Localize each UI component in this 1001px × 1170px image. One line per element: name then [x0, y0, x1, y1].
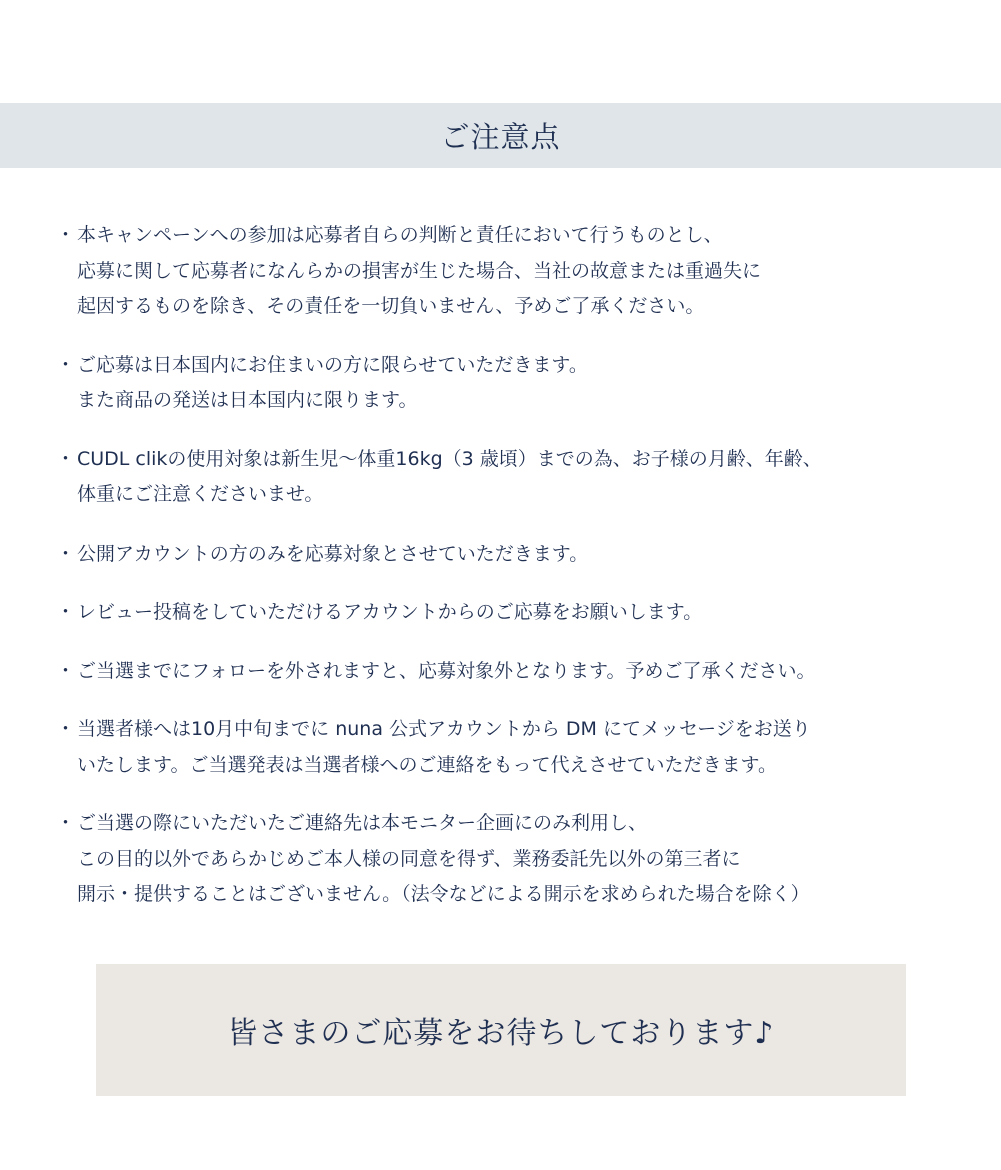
note-line: ・ 当選者様へは10月中旬までに nuna 公式アカウントから DM にてメッセージをお送り	[77, 718, 811, 740]
note-item	[58, 654, 938, 690]
note-line: ・ 公開アカウントの方のみを応募対象とさせていただきます。	[77, 542, 589, 565]
note-line: ・ ご当選までにフォローを外されますと、応募対象外となります。予めご了承ください。	[77, 659, 816, 682]
note-line: 開示・提供することはございません。（法令などによる開示を求められた場合を除く）	[77, 883, 810, 905]
note-item	[58, 442, 938, 513]
note-item	[58, 537, 938, 573]
note-line: この目的以外であらかじめご本人様の同意を得ず、業務委託先以外の第三者に	[77, 847, 741, 870]
footer-message: 皆さまのご応募をお待ちしております♪	[227, 1016, 775, 1051]
note-line: 応募に関して応募者になんらかの損害が生じた場合、当社の故意または重過失に	[77, 259, 762, 282]
note-line: また商品の発送は日本国内に限ります。	[77, 389, 418, 411]
footer-message-box	[96, 964, 906, 1096]
note-line: いたします。ご当選発表は当選者様へのご連絡をもって代えさせていただきます。	[77, 753, 777, 776]
notes-list	[58, 218, 938, 913]
note-item	[58, 712, 938, 783]
note-line: 体重にご注意くださいませ。	[77, 483, 324, 505]
note-item	[58, 348, 938, 419]
note-line: ・ レビュー投稿をしていただけるアカウントからのご応募をお願いします。	[77, 601, 703, 623]
page-title: ご注意点	[440, 120, 561, 154]
note-line: ・ ご当選の際にいただいたご連絡先は本モニター企画にのみ利用し、	[77, 812, 648, 834]
header-band	[0, 103, 1001, 168]
note-item	[58, 218, 938, 325]
note-line: ・ CUDL clikの使用対象は新生児〜体重16kg（3 歳頃）までの為、お子様の月齢、年齢、	[77, 447, 822, 470]
note-line: ・ ご応募は日本国内にお住まいの方に限らせていただきます。	[77, 353, 588, 376]
note-item	[58, 595, 938, 631]
note-item	[58, 806, 938, 913]
note-line: 起因するものを除き、その責任を一切負いません、予めご了承ください。	[77, 295, 705, 317]
note-line: ・ 本キャンペーンへの参加は応募者自らの判断と責任において行うものとし、	[77, 224, 723, 246]
